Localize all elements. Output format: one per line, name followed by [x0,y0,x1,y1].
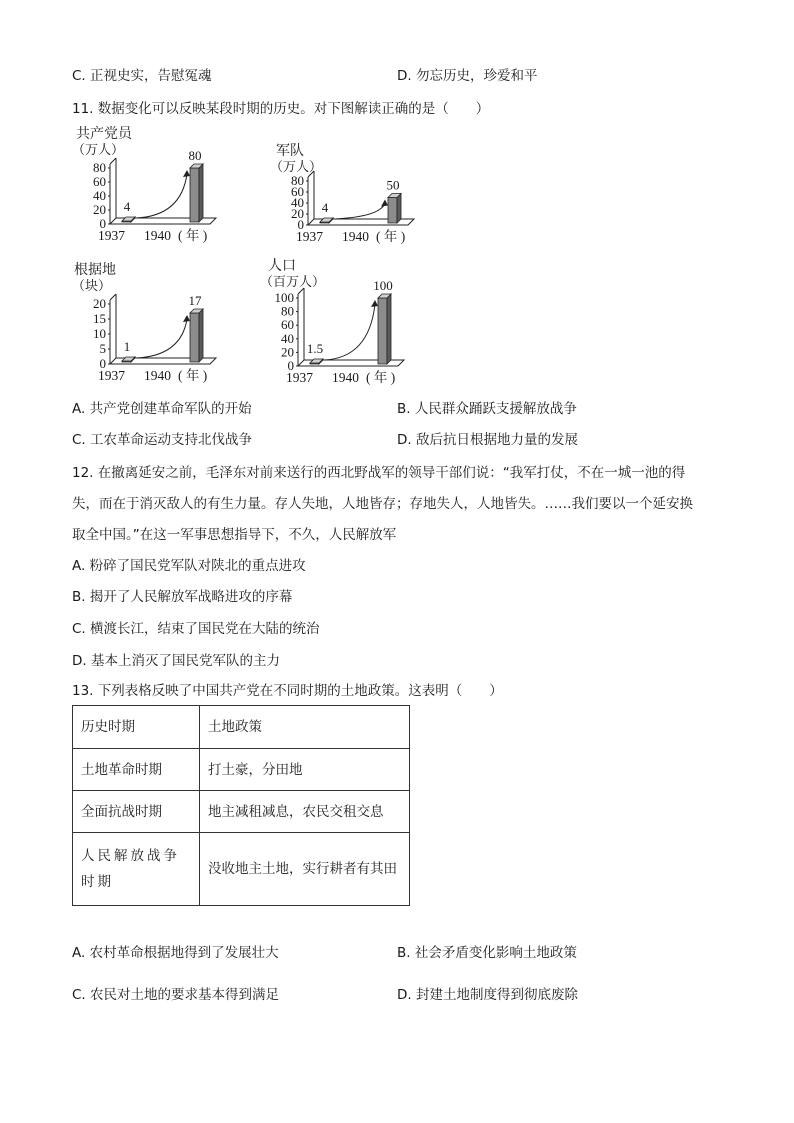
y-tick-label: 0 [99,356,106,371]
chart-svg-2 [70,260,270,390]
growth-arrow [324,304,375,360]
bar-side [397,194,401,224]
q11-option-b: B. 人民群众踊跃支援解放战争 [397,401,577,417]
q12-option-c: C. 横渡长江，结束了国民党在大陆的统治 [72,621,320,637]
y-tick-label: 20 [93,296,106,311]
land-policy-table [72,705,410,906]
table-cell: 没收地主土地，实行耕者有其田 [200,833,410,906]
x-tick-label: 1940 [144,228,171,243]
q13-stem: 13. 下列表格反映了中国共产党在不同时期的土地政策。这表明（ ） [72,683,503,699]
y-tick-label: 20 [291,206,304,221]
q12-stem-line3: 取全中国。”在这一军事思想指导下，不久，人民解放军 [72,527,397,543]
data-label: 50 [386,177,400,193]
q12-stem-line1: 12. 在撤离延安之前，毛泽东对前来送行的西北野战军的领导干部们说：“我军打仗，不在一城一池的得 [72,465,686,481]
table-cell: 地主减租减息，农民交租交息 [200,791,410,833]
q11-option-d: D. 敌后抗日根据地力量的发展 [397,432,578,448]
q13-option-c: C. 农民对土地的要求基本得到满足 [72,987,280,1003]
x-tick-label: 1937 [286,370,313,385]
q12-option-b: B. 揭开了人民解放军战略进攻的序幕 [72,589,293,605]
x-axis-unit: ( 年 ) [178,228,208,243]
bar-side [199,309,203,362]
growth-arrow [334,204,385,220]
x-tick-label: 1940 [332,370,359,385]
bar-front [190,168,199,222]
table-row [73,791,410,833]
q11-option-a: A. 共产党创建革命军队的开始 [72,401,252,417]
q13-option-b: B. 社会矛盾变化影响土地政策 [397,945,577,961]
table-cell: 土地革命时期 [73,749,200,791]
y-tick-label: 5 [99,341,106,356]
growth-arrowhead [183,170,190,177]
bar-front [378,298,387,364]
y-tick-label: 100 [274,290,294,305]
bar-front [388,198,397,224]
y-tick-label: 10 [93,326,106,341]
x-axis-unit: ( 年 ) [178,368,208,383]
q12-stem-line2: 失，而在于消灭敌人的有生力量。存人失地，人地皆存；存地失人，人地皆失。……我们要以一个延安换 [72,496,693,512]
chart-ylabel: （块） [72,278,112,293]
x-tick-label: 1937 [296,229,323,244]
data-label: 80 [188,148,202,163]
y-axis-cap [110,158,116,164]
chart-title: 军队 [276,144,304,159]
growth-arrowhead [371,300,378,307]
table-header-cell: 历史时期 [73,706,200,749]
y-tick-label: 80 [281,303,294,319]
q10-option-d: D. 勿忘历史，珍爱和平 [397,68,538,84]
data-label: 4 [123,199,131,214]
q10-option-c: C. 正视史实，告慰冤魂 [72,68,212,84]
q13-option-d: D. 封建土地制度得到彻底废除 [397,987,578,1003]
data-label: 100 [373,278,393,293]
x-axis-unit: ( 年 ) [366,370,396,385]
growth-arrow [136,319,187,358]
table-row [73,749,410,791]
chart-svg-3 [258,256,458,392]
x-tick-label: 1940 [144,368,171,383]
y-tick-label: 0 [287,358,294,373]
x-tick-label: 1940 [342,229,369,244]
growth-arrowhead [381,200,388,207]
growth-arrow [136,174,187,218]
y-tick-label: 15 [93,311,106,326]
table-header-cell: 土地政策 [200,706,410,749]
q13-option-a: A. 农村革命根据地得到了发展壮大 [72,945,279,961]
q12-option-d: D. 基本上消灭了国民党军队的主力 [72,653,280,669]
y-tick-label: 0 [99,216,106,231]
y-tick-label: 60 [281,317,294,333]
x-tick-label: 1937 [98,228,125,243]
y-tick-label: 0 [297,217,304,232]
y-tick-label: 80 [291,173,304,188]
y-tick-label: 80 [93,160,106,175]
y-tick-label: 40 [291,195,304,210]
y-tick-label: 20 [281,344,294,360]
data-label: 1.5 [306,341,324,356]
data-label: 1 [123,339,131,354]
chart-army [268,141,468,257]
chart-ylabel: （万人） [270,159,323,174]
table-cell: 人民解放战争时期 [73,833,200,906]
q11-option-c: C. 工农革命运动支持北伐战争 [72,432,253,448]
q12-option-a: A. 粉碎了国民党军队对陕北的重点进攻 [72,558,306,574]
y-tick-label: 40 [281,330,294,346]
chart-base-areas [70,260,270,394]
chart-ylabel: （百万人） [260,274,326,289]
table-cell: 打土豪，分田地 [200,749,410,791]
chart-party-members [70,124,270,258]
chart-ylabel: （万人） [72,142,125,157]
table-row [73,833,410,906]
chart-svg-0 [70,124,270,254]
chart-population [258,256,458,396]
growth-arrowhead [183,315,190,322]
y-axis-cap [110,294,116,300]
data-label: 4 [321,200,329,215]
chart-title: 根据地 [74,263,116,278]
table-cell: 全面抗战时期 [73,791,200,833]
y-tick-label: 20 [93,202,106,217]
data-label: 17 [188,293,202,308]
y-tick-label: 60 [291,184,304,199]
q11-stem: 11. 数据变化可以反映某段时期的历史。对下图解读正确的是（ ） [72,101,490,117]
bar-side [199,164,203,222]
bar-front [190,313,199,362]
bar-side [387,294,391,364]
table-header-row [73,706,410,749]
chart-title: 人口 [268,259,296,274]
y-tick-label: 40 [93,188,106,203]
chart-svg-1 [268,141,468,253]
y-tick-label: 60 [93,174,106,189]
x-tick-label: 1937 [98,368,125,383]
chart-title: 共产党员 [76,127,132,142]
x-axis-unit: ( 年 ) [376,229,406,244]
